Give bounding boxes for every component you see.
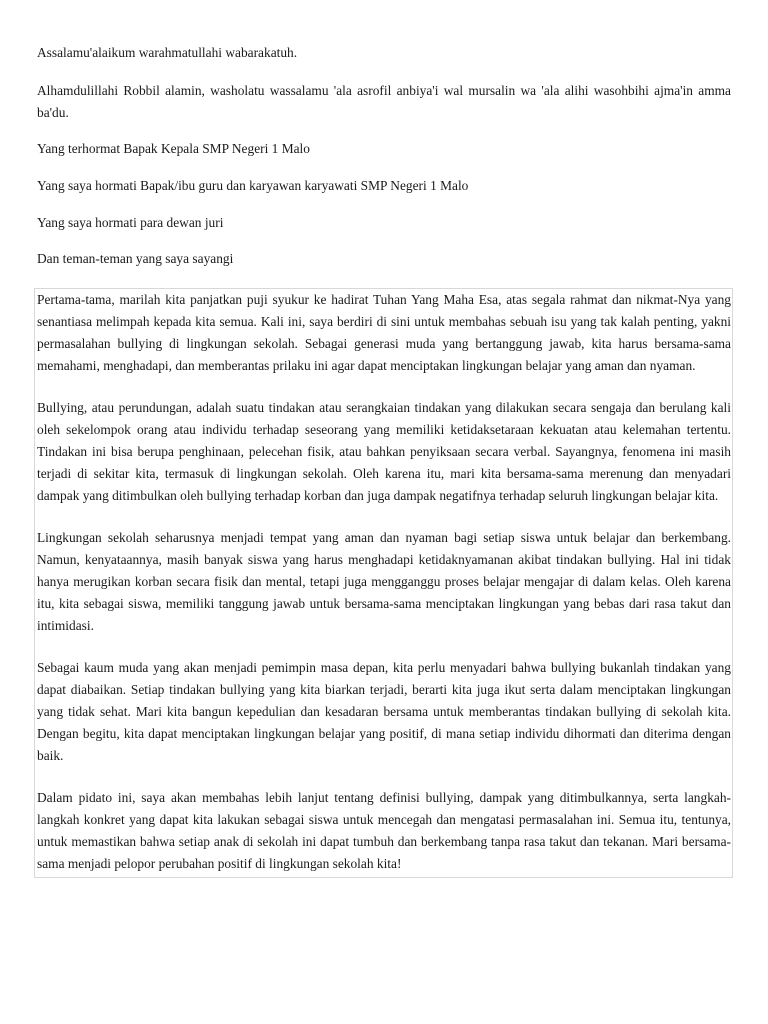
paragraph-youth-role: Sebagai kaum muda yang akan menjadi pemimpin masa depan, kita perlu menyadari bahwa bullying bukanlah tindakan yang dapat diabaikan. Setiap tindakan bullying yang kita biarkan terjadi, berarti kita juga ikut serta dalam menciptakan lingkungan yang tidak sehat. Mari kita bangun kepedulian dan kesadaran bersama untuk memberantas tindakan bullying di sekolah kita. Dengan begitu, kita dapat menciptakan lingkungan belajar yang positif, di mana setiap individu dihormati dan diterima dengan baik.	[37, 660, 731, 763]
paragraph-opening: Pertama-tama, marilah kita panjatkan puji syukur ke hadirat Tuhan Yang Maha Esa, atas segala rahmat dan nikmat-Nya yang senantiasa melimpah kepada kita semua. Kali ini, saya berdiri di sini untuk membahas sebuah isu yang tak kalah penting, yakni permasalahan bullying di lingkungan sekolah. Sebagai generasi muda yang bertanggung jawab, kita harus bersama-sama memahami, menghadapi, dan memberantas prilaku ini agar dapat menciptakan lingkungan belajar yang aman dan nyaman.	[37, 292, 731, 373]
greeting-salam: Assalamu'alaikum warahmatullahi wabarakatuh.	[37, 45, 298, 60]
speech-body	[34, 288, 733, 878]
greeting-hamdalah: Alhamdulillahi Robbil alamin, washolatu wassalamu 'ala asrofil anbiya'i wal mursalin wa 'ala alihi wasohbihi ajma'in amma ba'du.	[37, 83, 731, 120]
paragraph-school-environment: Lingkungan sekolah seharusnya menjadi tempat yang aman dan nyaman bagi setiap siswa untuk belajar dan berkembang. Namun, kenyataannya, masih banyak siswa yang harus menghadapi ketidaknyamanan akibat tindakan bullying. Hal ini tidak hanya merugikan korban secara fisik dan mental, tetapi juga mengganggu proses belajar mengajar di dalam kelas. Oleh karena itu, kita sebagai siswa, memiliki tanggung jawab untuk bersama-sama menciptakan lingkungan yang bebas dari rasa takut dan intimidasi.	[37, 530, 731, 633]
paragraph-outline: Dalam pidato ini, saya akan membahas lebih lanjut tentang definisi bullying, dampak yang ditimbulkannya, serta langkah-langkah konkret yang dapat kita lakukan sebagai siswa untuk mencegah dan mengatasi permasalahan ini. Semua itu, tentunya, untuk memastikan bahwa setiap anak di sekolah ini dapat tumbuh dan berkembang tanpa rasa takut dan tekanan. Mari bersama-sama menjadi pelopor perubahan positif di lingkungan sekolah kita!	[37, 790, 731, 871]
greeting-teman: Dan teman-teman yang saya sayangi	[37, 251, 234, 266]
greeting-kepala-sekolah: Yang terhormat Bapak Kepala SMP Negeri 1 Malo	[37, 141, 310, 156]
greeting-guru-karyawan: Yang saya hormati Bapak/ibu guru dan karyawan karyawati SMP Negeri 1 Malo	[37, 178, 469, 193]
paragraph-definition: Bullying, atau perundungan, adalah suatu tindakan atau serangkaian tindakan yang dilakukan secara sengaja dan berulang kali oleh sekelompok orang atau individu terhadap seseorang yang memiliki ketidaksetaraan kekuatan atau kelemahan tertentu. Tindakan ini bisa berupa penghinaan, pelecehan fisik, atau bahkan penyiksaan secara verbal. Sayangnya, fenomena ini masih terjadi di sekitar kita, termasuk di lingkungan sekolah. Oleh karena itu, mari kita bersama-sama merenung dan menyadari dampak yang ditimbulkan oleh bullying terhadap korban dan juga dampak negatifnya terhadap seluruh lingkungan belajar kita.	[37, 400, 731, 503]
greeting-dewan-juri: Yang saya hormati para dewan juri	[37, 215, 224, 230]
